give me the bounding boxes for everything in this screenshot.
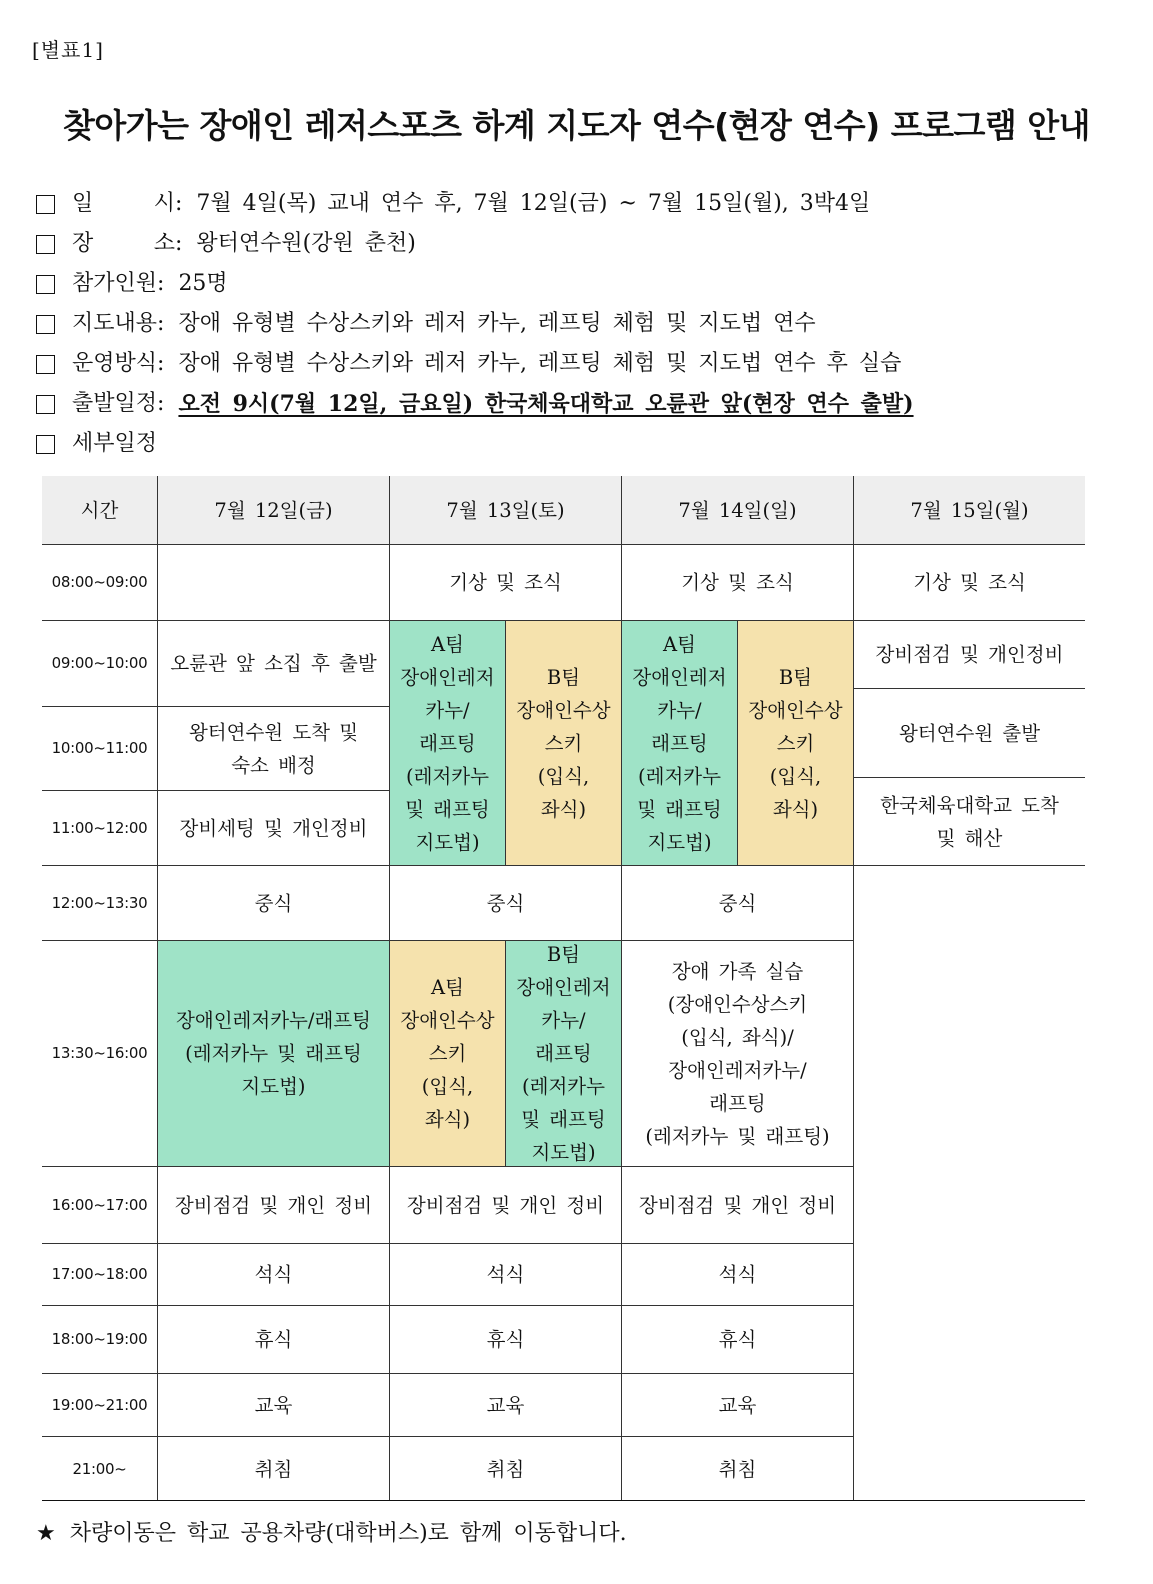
checkbox-icon	[36, 435, 55, 454]
info-value: 왕터연수원(강원 춘천)	[196, 231, 416, 256]
info-item-participants: 참가인원 : 25명	[36, 264, 914, 304]
info-label: 운영방식	[72, 351, 158, 376]
schedule-cell: 장비점검 및 개인정비	[854, 621, 1085, 689]
schedule-cell: 교육	[158, 1374, 390, 1437]
schedule-cell: 휴식	[390, 1306, 622, 1374]
schedule-cell: 장비점검 및 개인 정비	[622, 1167, 854, 1244]
team-a-cell: A팀 장애인레저 카누/ 래프팅 (레저카누 및 래프팅 지도법)	[622, 621, 738, 866]
info-value: 장애 유형별 수상스키와 레저 카누, 레프팅 체험 및 지도법 연수 후 실습	[178, 351, 902, 376]
schedule-cell: 중식	[622, 866, 854, 941]
schedule-cell: 중식	[390, 866, 622, 941]
schedule-cell: 교육	[622, 1374, 854, 1437]
time-slot: 16:00~17:00	[42, 1167, 158, 1244]
time-slot: 13:30~16:00	[42, 941, 158, 1167]
checkbox-icon	[36, 315, 55, 334]
info-item-content: 지도내용 : 장애 유형별 수상스키와 레저 카누, 레프팅 체험 및 지도법 연수	[36, 304, 914, 344]
schedule-cell: 석식	[158, 1244, 390, 1306]
table-bottom-rule	[42, 1500, 1085, 1501]
schedule-cell: 장비세팅 및 개인정비	[158, 791, 390, 866]
schedule-cell: 석식	[390, 1244, 622, 1306]
schedule-cell: 장비점검 및 개인 정비	[158, 1167, 390, 1244]
info-label: 출발일정	[72, 391, 158, 416]
schedule-cell: 기상 및 조식	[622, 545, 854, 621]
info-item-date: 일 시 : 7월 4일(목) 교내 연수 후, 7월 12일(금) ~ 7월 15일(월), 3박4일	[36, 184, 914, 224]
info-value: 25명	[178, 271, 228, 296]
team-b-cell: B팀 장애인수상 스키 (입식, 좌식)	[738, 621, 854, 866]
page-title: 찾아가는 장애인 레저스포츠 하계 지도자 연수(현장 연수) 프로그램 안내	[62, 106, 1091, 145]
time-slot: 21:00~	[42, 1437, 158, 1501]
info-value: 7월 4일(목) 교내 연수 후, 7월 12일(금) ~ 7월 15일(월), 3박4일	[196, 191, 871, 216]
footnote-text: 차량이동은 학교 공용차량(대학버스)로 함께 이동합니다.	[69, 1521, 627, 1546]
schedule-cell: 기상 및 조식	[390, 545, 622, 621]
schedule-cell: 취침	[158, 1437, 390, 1501]
time-slot: 10:00~11:00	[42, 707, 158, 791]
day1-empty-cell	[158, 545, 390, 621]
header-day-1: 7월 12일(금)	[158, 476, 390, 545]
schedule-cell: 휴식	[622, 1306, 854, 1374]
info-item-method: 운영방식 : 장애 유형별 수상스키와 레저 카누, 레프팅 체험 및 지도법 연수 후 실습	[36, 344, 914, 384]
header-time: 시간	[42, 476, 158, 545]
time-slot: 08:00~09:00	[42, 545, 158, 621]
header-day-4: 7월 15일(월)	[854, 476, 1085, 545]
checkbox-icon	[36, 195, 55, 214]
schedule-cell: 취침	[622, 1437, 854, 1501]
team-a-cell: A팀 장애인레저 카누/ 래프팅 (레저카누 및 래프팅 지도법)	[390, 621, 506, 866]
checkbox-icon	[36, 355, 55, 374]
schedule-cell: 휴식	[158, 1306, 390, 1374]
info-label: 일 시	[72, 191, 175, 216]
schedule-cell-activity: 장애인레저카누/래프팅 (레저카누 및 래프팅 지도법)	[158, 941, 390, 1167]
header-day-2: 7월 13일(토)	[390, 476, 622, 545]
schedule-cell: 중식	[158, 866, 390, 941]
time-slot: 18:00~19:00	[42, 1306, 158, 1374]
info-item-departure: 출발일정 : 오전 9시(7월 12일, 금요일) 한국체육대학교 오륜관 앞(현장 연수 출발)	[36, 384, 914, 424]
checkbox-icon	[36, 275, 55, 294]
time-slot: 11:00~12:00	[42, 791, 158, 866]
info-item-detail-schedule	[36, 424, 914, 464]
info-label: 장 소	[72, 231, 175, 256]
schedule-cell: 오륜관 앞 소집 후 출발	[158, 621, 390, 707]
time-slot: 09:00~10:00	[42, 621, 158, 707]
schedule-cell-activity: 장애 가족 실습 (장애인수상스키 (입식, 좌식)/ 장애인레저카누/ 래프팅 (레저카누 및 래프팅)	[622, 941, 854, 1167]
info-list	[36, 184, 914, 464]
checkbox-icon	[36, 395, 55, 414]
schedule-cell: 한국체육대학교 도착 및 해산	[854, 778, 1085, 866]
info-value: 장애 유형별 수상스키와 레저 카누, 레프팅 체험 및 지도법 연수	[178, 311, 816, 336]
team-b-cell: B팀 장애인레저 카누/ 래프팅 (레저카누 및 래프팅 지도법)	[506, 941, 622, 1167]
team-b-cell: B팀 장애인수상 스키 (입식, 좌식)	[506, 621, 622, 866]
schedule-cell: 기상 및 조식	[854, 545, 1085, 621]
time-slot: 12:00~13:30	[42, 866, 158, 941]
time-slot: 19:00~21:00	[42, 1374, 158, 1437]
footnote	[36, 1516, 627, 1547]
schedule-cell: 장비점검 및 개인 정비	[390, 1167, 622, 1244]
document-label: [별표1]	[32, 38, 104, 62]
schedule-cell: 취침	[390, 1437, 622, 1501]
schedule-cell: 교육	[390, 1374, 622, 1437]
schedule-cell: 석식	[622, 1244, 854, 1306]
time-slot: 17:00~18:00	[42, 1244, 158, 1306]
schedule-cell: 왕터연수원 도착 및 숙소 배정	[158, 707, 390, 791]
schedule-table	[42, 476, 1085, 1501]
info-item-place: 장 소 : 왕터연수원(강원 춘천)	[36, 224, 914, 264]
checkbox-icon	[36, 235, 55, 254]
info-label: 참가인원	[72, 271, 158, 296]
schedule-cell: 왕터연수원 출발	[854, 689, 1085, 778]
info-label: 세부일정	[72, 431, 158, 456]
star-icon: ★	[36, 1521, 56, 1546]
info-label: 지도내용	[72, 311, 158, 336]
header-day-3: 7월 14일(일)	[622, 476, 854, 545]
info-value-emphasis: 오전 9시(7월 12일, 금요일) 한국체육대학교 오륜관 앞(현장 연수 출발)	[178, 391, 914, 417]
team-a-cell: A팀 장애인수상 스키 (입식, 좌식)	[390, 941, 506, 1167]
